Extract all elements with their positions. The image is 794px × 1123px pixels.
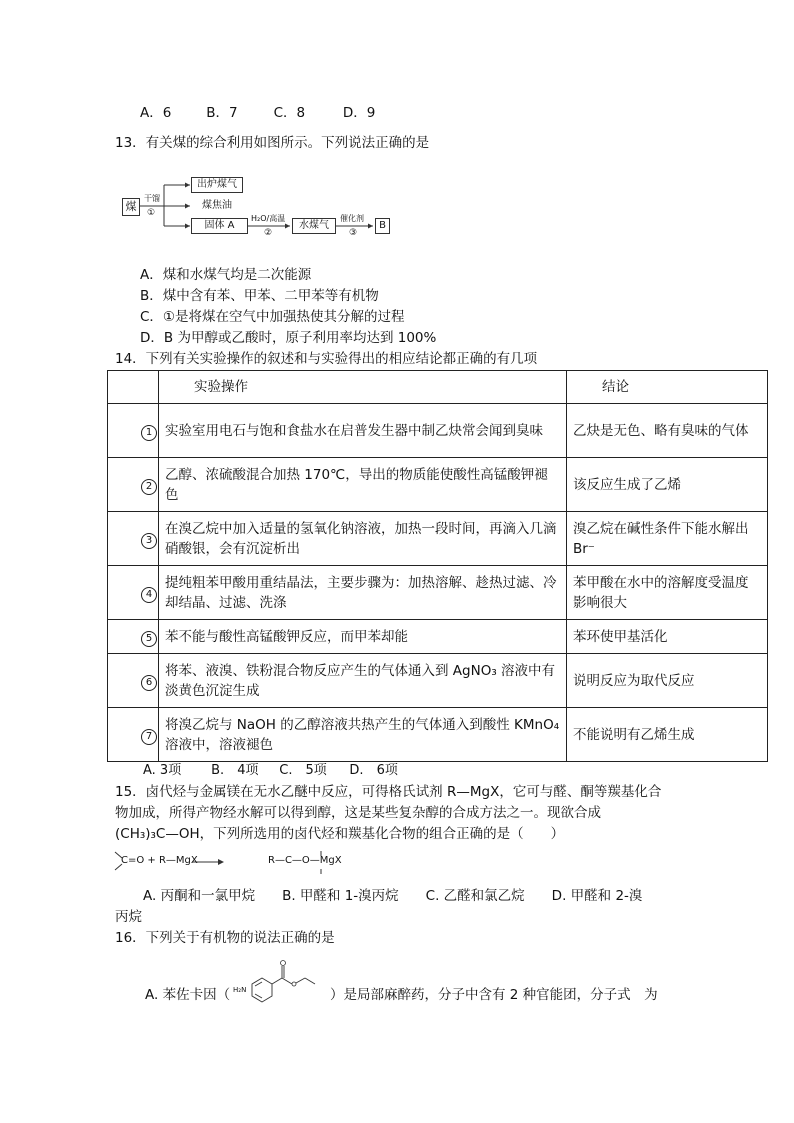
q15-choices-wrap: 丙烷: [115, 909, 142, 925]
table-row: [108, 458, 768, 512]
conclusion-cell: 苯环使甲基活化: [567, 620, 768, 654]
operation-cell: 将溴乙烷与 NaOH 的乙醇溶液共热产生的气体通入到酸性 KMnO₄ 溶液中，溶液褪色: [159, 708, 567, 762]
q15-line-3: (CH₃)₃C—OH，下列所选用的卤代烃和羰基化合物的组合正确的是（ ）: [115, 826, 565, 842]
header-conclusion-cell: [567, 371, 768, 404]
row-number: 6: [141, 675, 157, 691]
table-row: [108, 654, 768, 708]
q12-choice-d: D．9: [342, 105, 376, 121]
row-number: 3: [141, 533, 157, 549]
q14-stem: 14．下列有关实验操作的叙述和与实验得出的相应结论都正确的有几项: [115, 351, 538, 367]
q13-option-c: C．①是将煤在空气中加强热使其分解的过程: [140, 309, 405, 325]
experiment-table: [107, 370, 768, 762]
header-conclusion: 结论: [602, 379, 629, 395]
tar-box: 煤焦油: [191, 198, 243, 214]
row-number: 5: [141, 631, 157, 647]
step-2-label: ②: [264, 228, 273, 238]
catalyst-label: 催化剂: [340, 214, 364, 223]
q12-choices: [140, 103, 375, 123]
q14-choice-b: B. 4项: [211, 763, 259, 778]
step-3-label: ③: [349, 228, 358, 238]
q14-choice-a: A. 3项: [143, 763, 182, 778]
equation-left: C=O + R—MgX: [121, 855, 198, 866]
process-label: 干馏: [144, 194, 160, 203]
conclusion-cell: 说明反应为取代反应: [567, 654, 768, 708]
header-number-cell: [108, 371, 159, 404]
amine-label: H₂N: [233, 986, 247, 994]
operation-cell: 实验室用电石与饱和食盐水在启普发生器中制乙炔常会闻到臭味: [159, 404, 567, 458]
gas-box: 出炉煤气: [191, 177, 243, 193]
conclusion-cell: 溴乙烷在碱性条件下能水解出 Br⁻: [567, 512, 768, 566]
table-row: [108, 512, 768, 566]
row-number: 7: [141, 729, 157, 745]
table-row: [108, 708, 768, 762]
operation-cell: 苯不能与酸性高锰酸钾反应，而甲苯却能: [159, 620, 567, 654]
operation-cell: 乙醇、浓硫酸混合加热 170℃，导出的物质能使酸性高锰酸钾褪色: [159, 458, 567, 512]
coal-box: 煤: [122, 198, 140, 216]
operation-cell: 在溴乙烷中加入适量的氢氧化钠溶液，加热一段时间，再滴入几滴硝酸银，会有沉淀析出: [159, 512, 567, 566]
table-row: [108, 566, 768, 620]
conclusion-cell: 苯甲酸在水中的溶解度受温度影响很大: [567, 566, 768, 620]
solid-a-box: 固体 A: [191, 218, 248, 234]
conclusion-cell: 乙炔是无色、略有臭味的气体: [567, 404, 768, 458]
q12-choice-c: C．8: [273, 105, 306, 121]
row-number: 1: [141, 425, 157, 441]
header-operation-cell: [159, 371, 567, 404]
q14-choice-c: C. 5项: [279, 763, 327, 778]
conclusion-cell: 不能说明有乙烯生成: [567, 708, 768, 762]
equation-right: R—C—O—MgX: [268, 855, 342, 866]
q12-choice-a: A．6: [140, 105, 172, 121]
q16-option-a-prefix: A. 苯佐卡因（: [145, 987, 231, 1003]
q13-option-a: A．煤和水煤气均是二次能源: [140, 267, 312, 283]
q14-choices: [143, 761, 398, 781]
product-b-box: B: [375, 218, 390, 234]
table-row: [108, 620, 768, 654]
q16-option-a-rest: ）是局部麻醉药，分子中含有 2 种官能团，分子式 为: [330, 987, 658, 1003]
q15-line-2: 物加成，所得产物经水解可以得到醇，这是某些复杂醇的合成方法之一。现欲合成: [115, 805, 601, 821]
q15-line-1: 15．卤代烃与金属镁在无水乙醚中反应，可得格氏试剂 R—MgX，它可与醛、酮等羰基化合: [115, 784, 662, 800]
table-header-row: [108, 371, 768, 404]
water-gas-box: 水煤气: [292, 218, 336, 234]
q13-stem: 13．有关煤的综合利用如图所示。下列说法正确的是: [115, 135, 430, 151]
q13-option-d: D．B 为甲醇或乙酸时，原子利用率均达到 100%: [140, 330, 437, 346]
q14-choice-d: D. 6项: [349, 763, 398, 778]
step-1-label: ①: [147, 208, 156, 218]
condition-label: H₂O/高温: [251, 214, 286, 223]
conclusion-cell: 该反应生成了乙烯: [567, 458, 768, 512]
header-operation: 实验操作: [194, 379, 248, 395]
row-number: 4: [141, 587, 157, 603]
operation-cell: 提纯粗苯甲酸用重结晶法，主要步骤为：加热溶解、趁热过滤、冷却结晶、过滤、洗涤: [159, 566, 567, 620]
row-number: 2: [141, 479, 157, 495]
table-row: [108, 404, 768, 458]
q16-stem: 16．下列关于有机物的说法正确的是: [115, 930, 335, 946]
q15-choices: A. 丙酮和一氯甲烷 B. 甲醛和 1-溴丙烷 C. 乙醛和氯乙烷 D. 甲醛和 2-溴: [143, 888, 643, 904]
q13-option-b: B．煤中含有苯、甲苯、二甲苯等有机物: [140, 288, 379, 304]
q12-choice-b: B．7: [206, 105, 238, 121]
operation-cell: 将苯、液溴、铁粉混合物反应产生的气体通入到 AgNO₃ 溶液中有淡黄色沉淀生成: [159, 654, 567, 708]
